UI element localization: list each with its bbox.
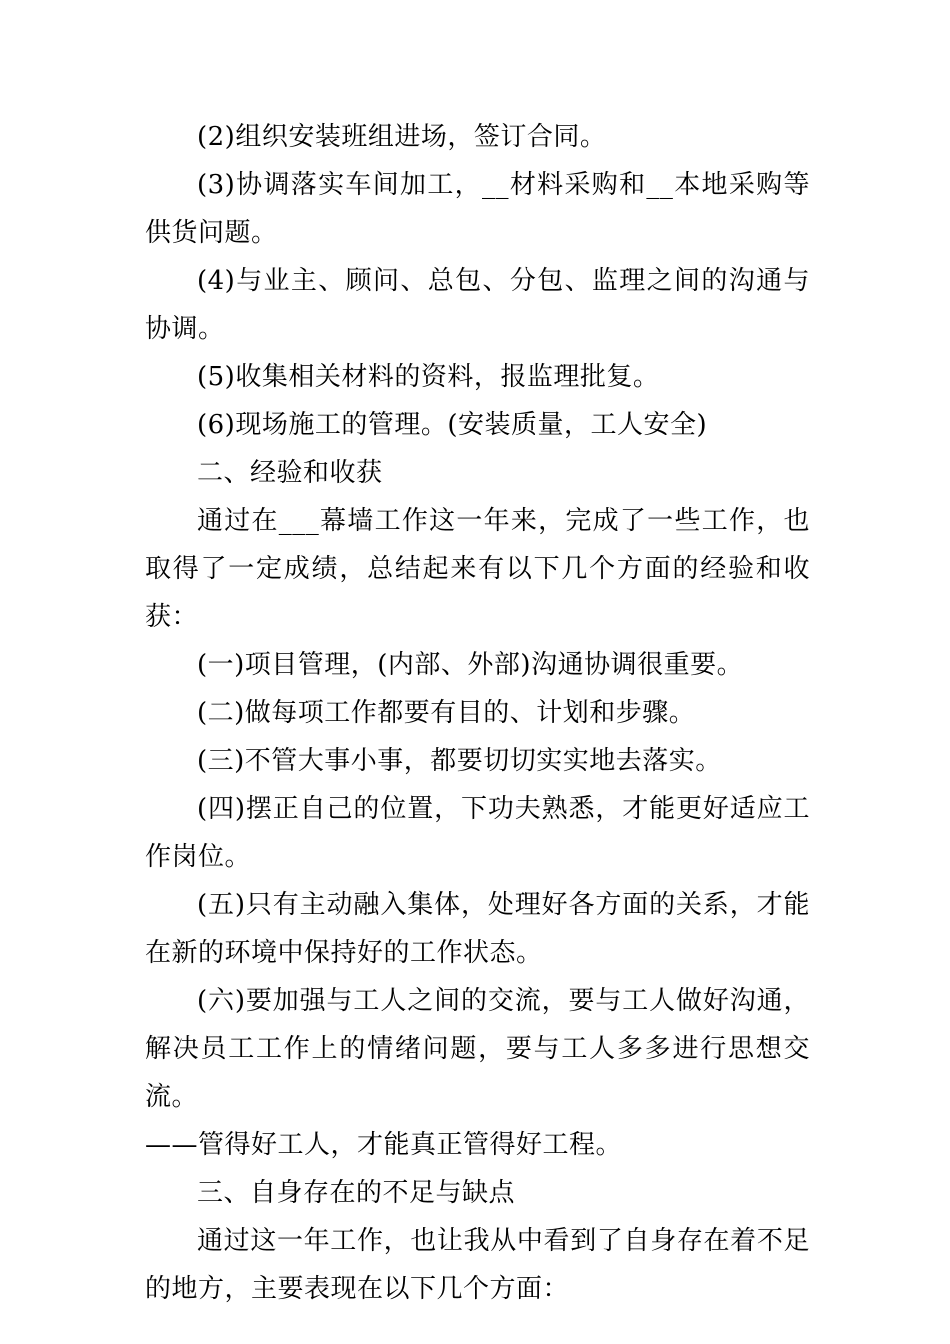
experience-item-4: (四)摆正自己的位置，下功夫熟悉，才能更好适应工作岗位。 [145, 794, 810, 872]
experience-item-6-continuation: ——管得好工人，才能真正管得好工程。 [145, 1130, 623, 1160]
paragraph-item-5: (5)收集相关材料的资料，报监理批复。 [197, 362, 660, 392]
experience-item-2: (二)做每项工作都要有目的、计划和步骤。 [197, 698, 696, 728]
section-heading-shortcomings: 三、自身存在的不足与缺点 [197, 1178, 516, 1208]
paragraph-item-4: (4)与业主、顾问、总包、分包、监理之间的沟通与协调。 [145, 266, 810, 344]
paragraph-item-3: (3)协调落实车间加工，__材料采购和__本地采购等供货问题。 [145, 170, 810, 248]
section-heading-experience: 二、经验和收获 [197, 458, 383, 488]
experience-item-3: (三)不管大事小事，都要切切实实地去落实。 [197, 746, 722, 776]
paragraph-item-2: (2)组织安装班组进场，签订合同。 [197, 122, 607, 152]
paragraph-item-6: (6)现场施工的管理。(安装质量，工人安全) [197, 410, 708, 440]
experience-intro-paragraph: 通过在___幕墙工作这一年来，完成了一些工作，也取得了一定成绩，总结起来有以下几个方面的经验和收获： [145, 506, 810, 632]
experience-item-6: (六)要加强与工人之间的交流，要与工人做好沟通，解决员工工作上的情绪问题，要与工人多多进行思想交流。 [145, 986, 810, 1112]
shortcomings-intro-paragraph: 通过这一年工作，也让我从中看到了自身存在着不足的地方，主要表现在以下几个方面： [145, 1226, 810, 1304]
experience-item-1: (一)项目管理，(内部、外部)沟通协调很重要。 [197, 650, 744, 680]
document-body [145, 113, 810, 1313]
experience-item-5: (五)只有主动融入集体，处理好各方面的关系，才能在新的环境中保持好的工作状态。 [145, 890, 810, 968]
